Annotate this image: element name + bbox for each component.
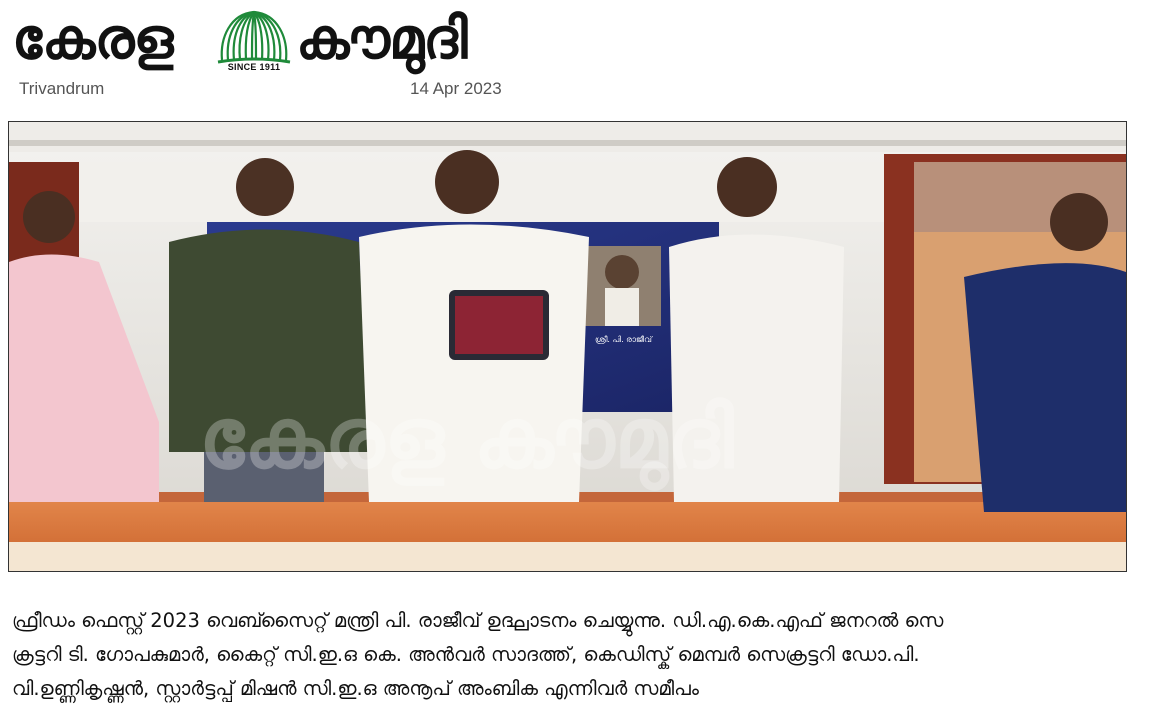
news-photo — [8, 121, 1127, 572]
edition-place: Trivandrum — [19, 79, 105, 98]
edition-date: 14 Apr 2023 — [410, 79, 502, 98]
photo-illustration — [9, 122, 1126, 571]
since-label: SINCE 1911 — [227, 62, 281, 72]
masthead-title-right: കൗമുദി — [296, 7, 467, 72]
caption-line-1: ഫ്രീഡം ഫെസ്റ്റ് 2023 വെബ്സൈറ്റ് മന്ത്രി പി. രാജീവ് ഉദ്ഘാടനം ചെയ്യുന്നു. ഡി.എ.കെ.എഫ് ജനറൽ സെ — [12, 609, 944, 632]
caption-line-3: വി.ഉണ്ണികൃഷ്ണൻ, സ്റ്റാർട്ടപ്പ് മിഷൻ സി.ഇ.ഒ അനൂപ് അംബിക എന്നിവർ സമീപം — [12, 677, 699, 700]
caption-line-2: ക്രട്ടറി ടി. ഗോപകുമാർ, കൈറ്റ് സി.ഇ.ഒ കെ. അൻവർ സാദത്ത്, കെഡിസ്ക് മെമ്പർ സെക്രട്ടറി ഡോ.പി. — [12, 643, 920, 666]
banner-text: ശ്രീ. പി. രാജീവ് — [595, 335, 652, 344]
photo-caption — [12, 604, 1132, 706]
watermark-text: കേരള കൗമുദി — [199, 389, 734, 487]
masthead-title-left: കേരള — [12, 7, 173, 72]
